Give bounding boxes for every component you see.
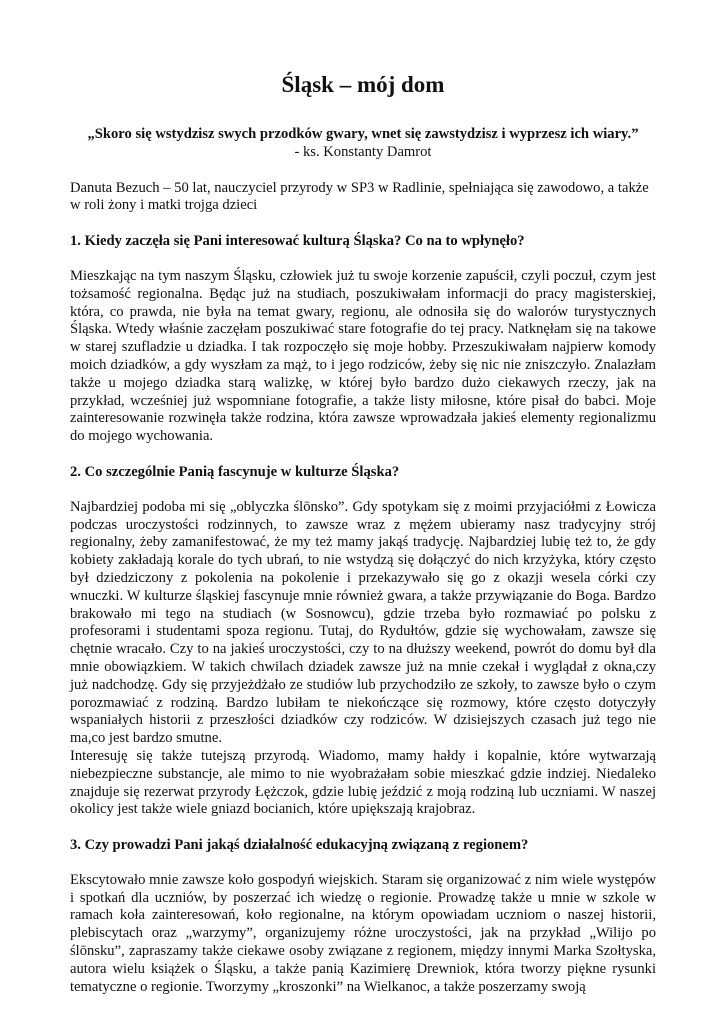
motto-author: - ks. Konstanty Damrot <box>294 143 432 160</box>
question-3: 3. Czy prowadzi Pani jakąś działalność edukacyjną związaną z regionem? <box>70 837 529 854</box>
answer-2 <box>70 499 656 819</box>
answer-paragraph: Ekscytowało mnie zawsze koło gospodyń wiejskich. Staram się organizować z nim wiele występów i spotkań dla uczniów, by poszerzać ich wiedzę o regionie. Prowadzę także u mnie w szkole w ramach koła zainteresowań, koło regionalne, na którym opowiadam uczniom o naszej historii, plebiscytach oraz „warzymy”, organizujemy różne uroczystości, jak na przykład „Wilijo po ślōnsku”, zapraszamy także ciekawe osoby związane z regionem, między innymi Marka Szołtyska, autora wielu książek o Śląsku, a także panią Kazimierę Drewniok, która tworzy piękne rysunki tematyczne o regionie. Tworzymy „kroszonki” na Wielkanoc, a także poszerzamy swoją <box>70 871 656 995</box>
page-title: Śląsk – mój dom <box>281 72 445 97</box>
document-page <box>70 60 656 996</box>
answer-paragraph: Mieszkając na tym naszym Śląsku, człowiek już tu swoje korzenie zapuścił, czyli poczuł, czym jest tożsamość regionalna. Będąc już na studiach, poszukiwałam informacji do pracy magisterskiej, która, co prawda, nie była na temat gwary, regionu, ale odnosiła się do walorów turystycznych Śląska. Wtedy właśnie zaczęłam poszukiwać stare fotografie do tej pracy. Natknęłam się na takowe w starej szufladzie u dziadka. I tak rozpoczęło się moje hobby. Przeszukiwałam najpierw komody moich dziadków, a gdy wyszłam za mąż, to i jego rodziców, żeby się nic nie zniszczyło. Znalazłam także u mojego dziadka starą walizkę, w której było bardzo dużo ciekawych rzeczy, jak na przykład, wcześniej już wspomniane fotografie, a także listy miłosne, które pisał do babci. Moje zainteresowanie rozwinęła także rodzina, która zawsze wprowadzała jakieś elementy regionalizmu do mojego wychowania. <box>70 267 656 445</box>
motto-quote: „Skoro się wstydzisz swych przodków gwary, wnet się zawstydzisz i wyprzesz ich wiary.” <box>87 126 639 142</box>
question-1: 1. Kiedy zaczęła się Pani interesować kulturą Śląska? Co na to wpłynęło? <box>70 233 525 250</box>
motto <box>70 126 656 162</box>
intro-paragraph: Danuta Bezuch – 50 lat, nauczyciel przyrody w SP3 w Radlinie, spełniająca się zawodowo, a także w roli żony i matki trojga dzieci <box>70 179 649 214</box>
answer-1 <box>70 268 656 446</box>
answer-3 <box>70 872 656 997</box>
question-2: 2. Co szczególnie Panią fascynuje w kulturze Śląska? <box>70 463 400 480</box>
answer-paragraph: Interesuję się także tutejszą przyrodą. Wiadomo, mamy hałdy i kopalnie, które wytwarzają niebezpieczne substancje, ale mimo to nie wyobrażałam sobie mieszkać gdzie indziej. Niedaleko znajduje się rezerwat przyrody Łężczok, gdzie lubię jeździć z moją rodziną lub uczniami. W naszej okolicy jest także wiele gniazd bocianich, które upiększają krajobraz. <box>70 747 656 818</box>
answer-paragraph: Najbardziej podoba mi się „oblyczka ślōnsko”. Gdy spotykam się z moimi przyjaciółmi z Łowicza podczas uroczystości rodzinnych, to zawsze wraz z mężem ubieramy nasz tradycyjny strój regionalny, żeby zamanifestować, że my też mamy jakąś tradycję. Najbardziej lubię też to, że gdy kobiety zakładają korale do tych ubrań, to nie wstydzą się dołączyć do nich krzyżyka, który często był dziedziczony z pokolenia na pokolenie i przekazywało się go z okazji wesela córki czy wnuczki. W kulturze śląskiej fascynuje mnie również gwara, a także przywiązanie do Boga. Bardzo brakowało mi tego na studiach (w Sosnowcu), gdzie trzeba było rozmawiać po polsku z profesorami i studentami spoza regionu. Tutaj, do Rydułtów, gdzie się wychowałam, zawsze się chętnie wracało. Czy to na jakieś uroczystości, czy to na dłuższy weekend, powrót do domu był dla mnie obowiązkiem. W takich chwilach dziadek zawsze już na mnie czekał i wyglądał z okna,czy już nadchodzę. Gdy się przyjeżdżało ze studiów lub przychodziło ze szkoły, to zawsze było o czym porozmawiać z rodziną. Bardzo lubiłam te niekończące się rozmowy, które często dotyczyły wspaniałych historii z przeszłości dziadków czy rodziców. W dzisiejszych czasach już tego nie ma,co jest bardzo smutne. <box>70 498 656 747</box>
